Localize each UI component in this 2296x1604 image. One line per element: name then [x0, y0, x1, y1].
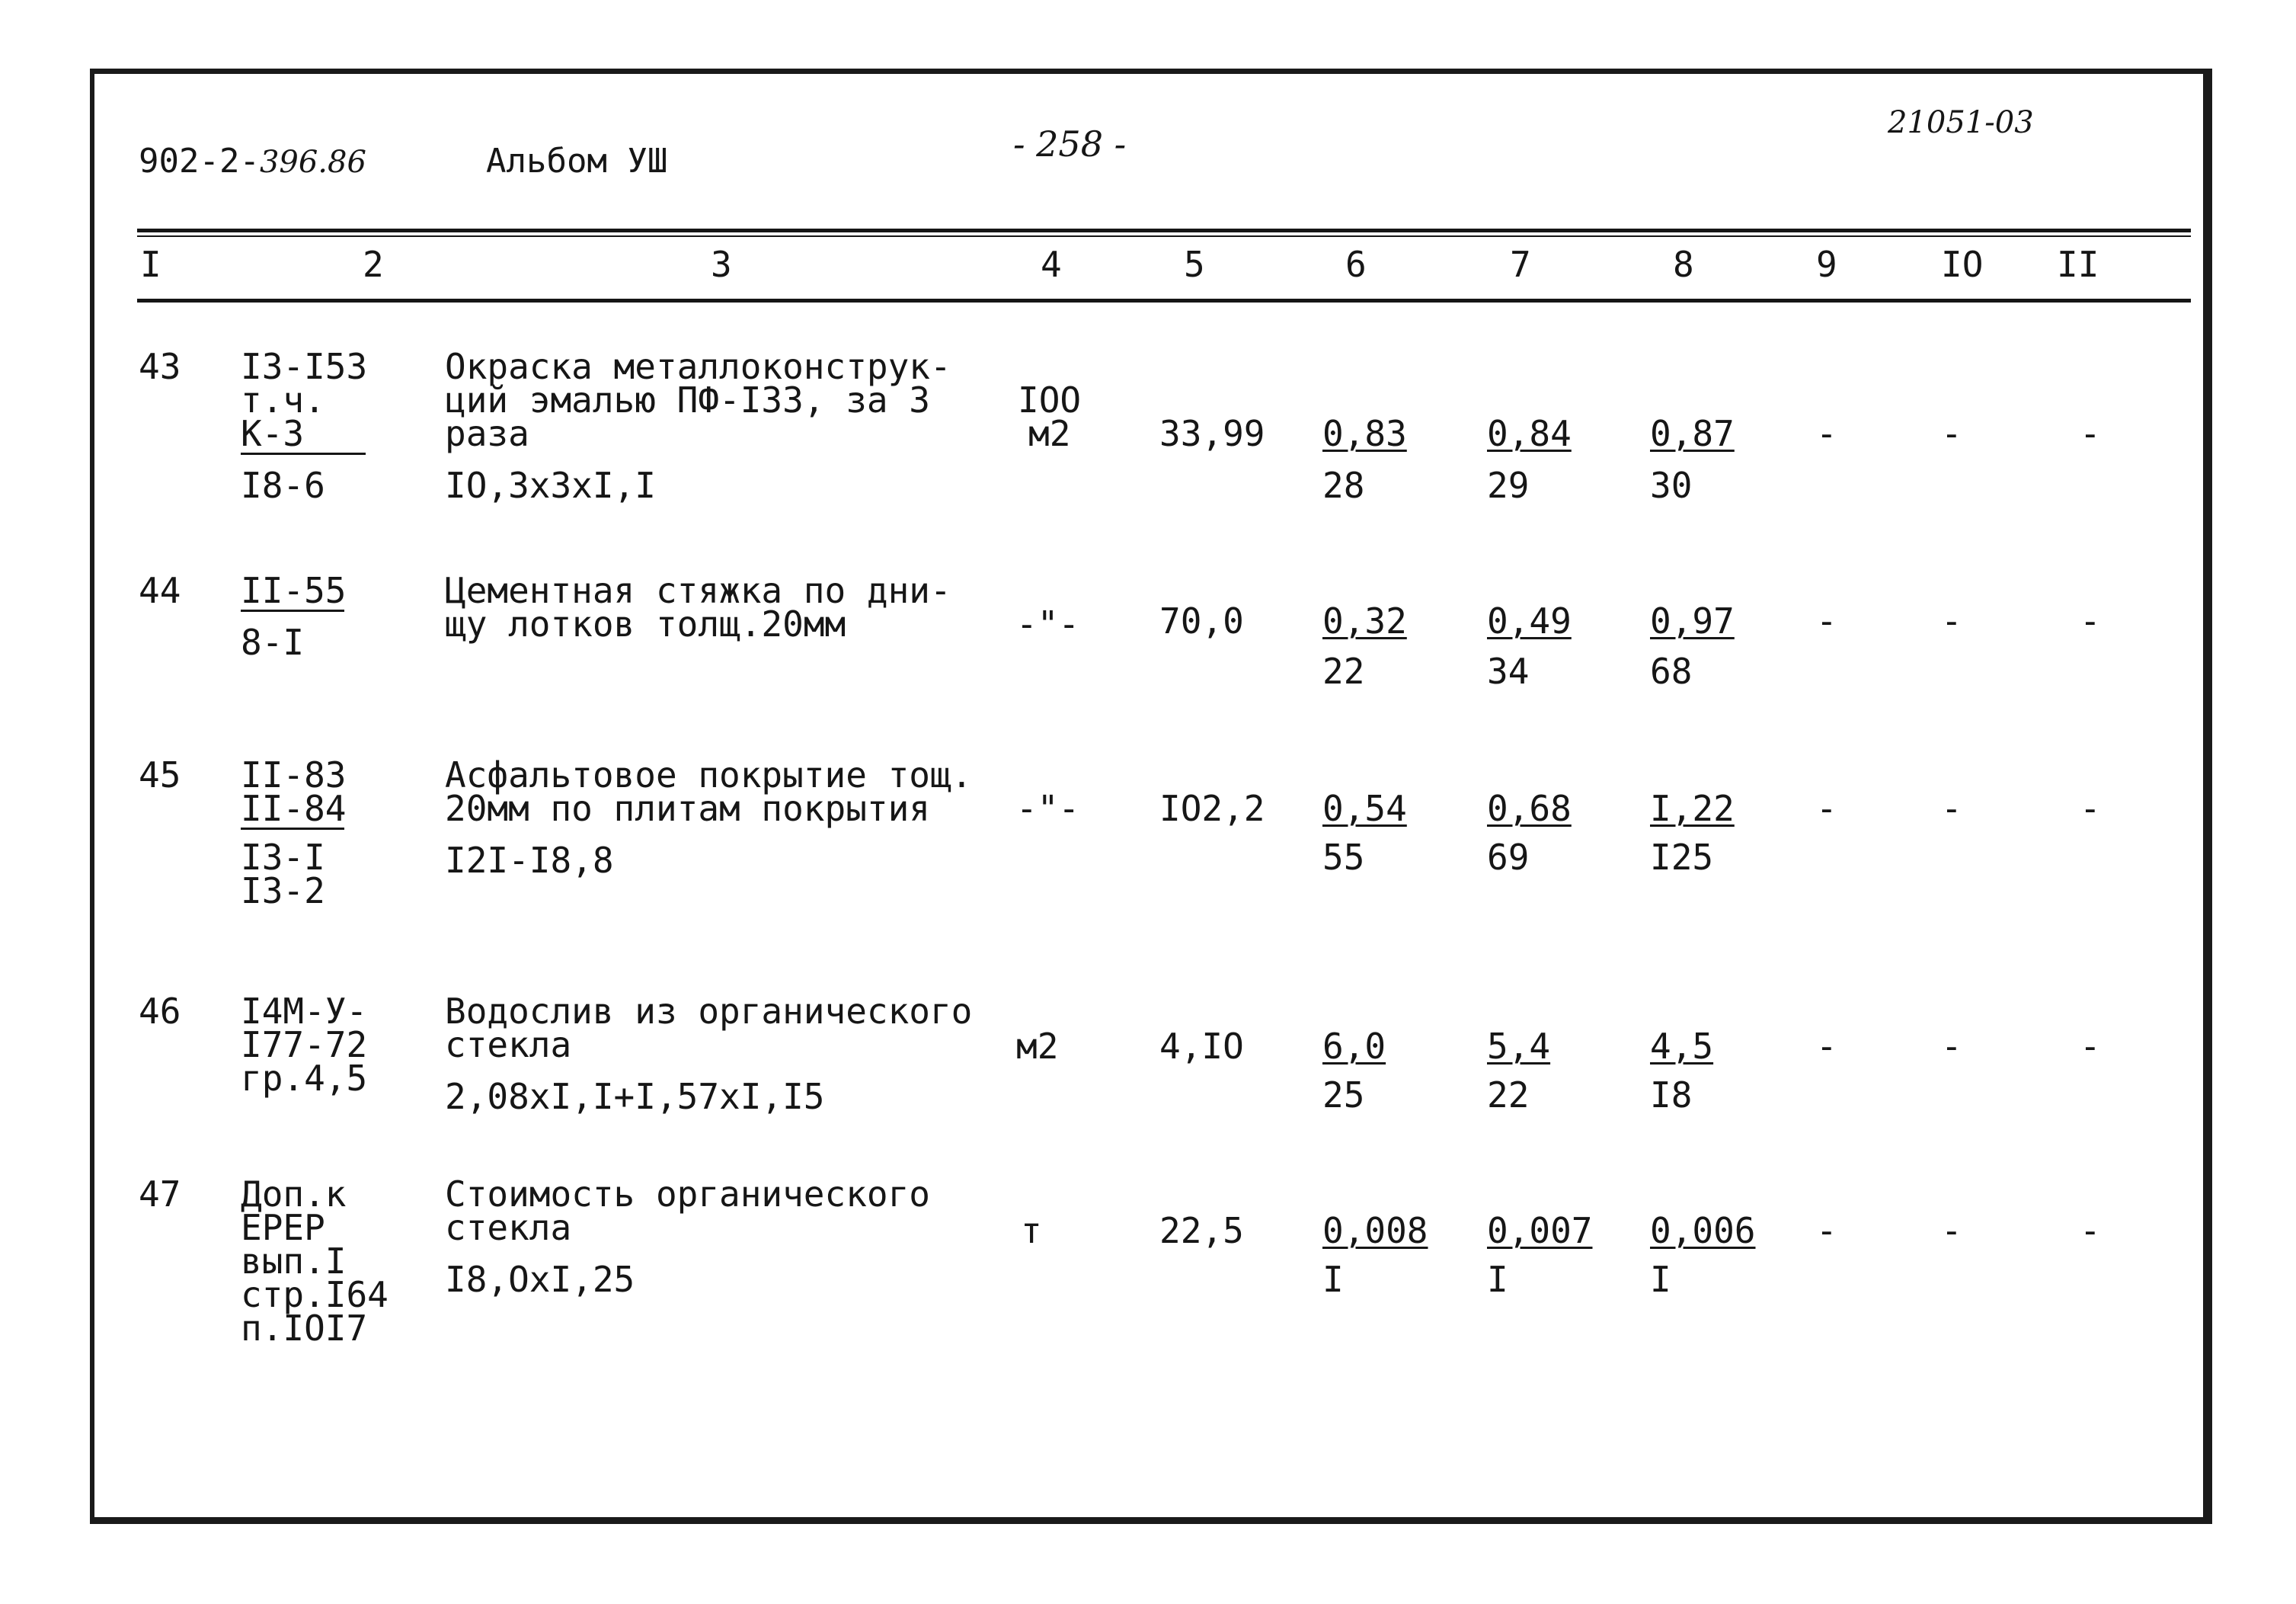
description-line: раза [445, 413, 529, 454]
col7-sub: 22 [1487, 1074, 1530, 1116]
description-line: стекла [445, 1207, 572, 1248]
calculation: I8,OxI,25 [445, 1259, 635, 1300]
col7-sub: 69 [1487, 837, 1530, 878]
col-3-label: 3 [711, 244, 732, 285]
col11-dash: - [2080, 1026, 2101, 1067]
quantity: 70,0 [1159, 600, 1244, 642]
col8-value: 0,006 [1650, 1210, 1756, 1251]
col-7-label: 7 [1510, 244, 1531, 285]
ref-line: вып.I [241, 1241, 347, 1282]
col8-sub: I [1650, 1259, 1671, 1300]
row-number: 46 [139, 991, 181, 1032]
ref-line: I3-I53 [241, 346, 368, 387]
col-10-label: IO [1941, 244, 1984, 285]
doc-code-printed: 902-2- [139, 142, 260, 181]
col8-sub: I25 [1650, 837, 1714, 878]
col11-dash: - [2080, 600, 2101, 642]
description-line: щу лотков толщ.20мм [445, 604, 846, 645]
row-number: 45 [139, 754, 181, 796]
col-4-label: 4 [1041, 244, 1062, 285]
ref-line: гр.4,5 [241, 1058, 368, 1099]
col7-sub: I [1487, 1259, 1508, 1300]
col6-value: 0,83 [1322, 413, 1407, 454]
ref-line: II-55 [241, 570, 347, 611]
row-number: 43 [139, 346, 181, 387]
ref-line: II-84 [241, 788, 347, 829]
col8-value: I,22 [1650, 788, 1735, 829]
row-number: 44 [139, 570, 181, 611]
document-number: 21051-03 [1888, 105, 2034, 140]
col6-sub: 22 [1322, 651, 1365, 692]
col10-dash: - [1941, 600, 1962, 642]
description-line: 20мм по плитам покрытия [445, 788, 930, 829]
col8-sub: 30 [1650, 465, 1693, 506]
col8-value: 4,5 [1650, 1026, 1714, 1067]
col11-dash: - [2080, 1210, 2101, 1251]
col6-sub: I [1322, 1259, 1344, 1300]
col-5-label: 5 [1184, 244, 1205, 285]
col-2-label: 2 [363, 244, 384, 285]
col-9-label: 9 [1816, 244, 1837, 285]
col-1-label: I [140, 244, 161, 285]
col11-dash: - [2080, 788, 2101, 829]
col6-value: 0,54 [1322, 788, 1407, 829]
description-line: Цементная стяжка по дни- [445, 570, 951, 611]
ref-line: Доп.к [241, 1173, 347, 1215]
header-rule-top [137, 229, 2191, 232]
col6-sub: 28 [1322, 465, 1365, 506]
ref-line: К-3 [241, 415, 366, 455]
description-line: стекла [445, 1024, 572, 1065]
col9-dash: - [1816, 600, 1837, 642]
unit: м2 [1016, 1026, 1059, 1067]
ref-bottom: I8-6 [241, 465, 325, 506]
col10-dash: - [1941, 1210, 1962, 1251]
col8-value: 0,97 [1650, 600, 1735, 642]
col10-dash: - [1941, 413, 1962, 454]
col9-dash: - [1816, 1210, 1837, 1251]
ref-bottom: 8-I [241, 622, 305, 663]
calculation: I2I-I8,8 [445, 840, 614, 881]
doc-code [139, 142, 366, 181]
album-title: Альбом УШ [486, 142, 668, 181]
col7-sub: 29 [1487, 465, 1530, 506]
unit: т [1021, 1210, 1042, 1251]
ref-line: II-83 [241, 754, 347, 796]
col10-dash: - [1941, 788, 1962, 829]
col9-dash: - [1816, 1026, 1837, 1067]
col-11-label: II [2057, 244, 2099, 285]
col9-dash: - [1816, 788, 1837, 829]
unit: -"- [1016, 604, 1080, 645]
unit: -"- [1016, 788, 1080, 829]
ref-bottom: I3-I [241, 837, 325, 878]
col6-sub: 55 [1322, 837, 1365, 878]
col8-sub: I8 [1650, 1074, 1693, 1116]
ref-line: п.IOI7 [241, 1308, 368, 1349]
col6-value: 6,0 [1322, 1026, 1386, 1067]
calculation: IO,3x3xI,I [445, 465, 656, 506]
ref-line: I4М-У- [241, 991, 368, 1032]
description-line: ций эмалью ПФ-I33, за 3 [445, 379, 930, 421]
description-line: Асфальтовое покрытие тощ. [445, 754, 973, 796]
row-number: 47 [139, 1173, 181, 1215]
quantity: 4,IO [1159, 1026, 1244, 1067]
ref-bottom: I3-2 [241, 870, 325, 911]
col-6-label: 6 [1345, 244, 1367, 285]
col6-value: 0,32 [1322, 600, 1407, 642]
calculation: 2,08xI,I+I,57xI,I5 [445, 1076, 825, 1117]
col7-sub: 34 [1487, 651, 1530, 692]
col11-dash: - [2080, 413, 2101, 454]
page-number: - 258 - [1013, 123, 1127, 165]
col10-dash: - [1941, 1026, 1962, 1067]
col7-value: 5,4 [1487, 1026, 1551, 1067]
col-8-label: 8 [1673, 244, 1694, 285]
col6-sub: 25 [1322, 1074, 1365, 1116]
col8-sub: 68 [1650, 651, 1693, 692]
doc-code-handwritten: 396.86 [259, 145, 366, 180]
ref-line: I77-72 [241, 1024, 368, 1065]
description-line: Стоимость органического [445, 1173, 930, 1215]
quantity: 33,99 [1159, 413, 1265, 454]
col9-dash: - [1816, 413, 1837, 454]
description-line: Водослив из органического [445, 991, 973, 1032]
col8-value: 0,87 [1650, 413, 1735, 454]
col7-value: 0,84 [1487, 413, 1572, 454]
header-rule-bottom [137, 299, 2191, 303]
col7-value: 0,68 [1487, 788, 1572, 829]
quantity: 22,5 [1159, 1210, 1244, 1251]
col7-value: 0,007 [1487, 1210, 1593, 1251]
ref-line: ЕРЕР [241, 1207, 325, 1248]
col6-value: 0,008 [1322, 1210, 1428, 1251]
header-rule-top-thin [137, 235, 2191, 237]
col7-value: 0,49 [1487, 600, 1572, 642]
page-frame [90, 69, 2212, 1524]
description-line: Окраска металлоконструк- [445, 346, 951, 387]
unit: м2 [1028, 413, 1071, 454]
quantity: IO2,2 [1159, 788, 1265, 829]
ref-line: т.ч. [241, 379, 325, 421]
ref-line: стр.I64 [241, 1274, 389, 1315]
unit: IOO [1018, 379, 1082, 421]
